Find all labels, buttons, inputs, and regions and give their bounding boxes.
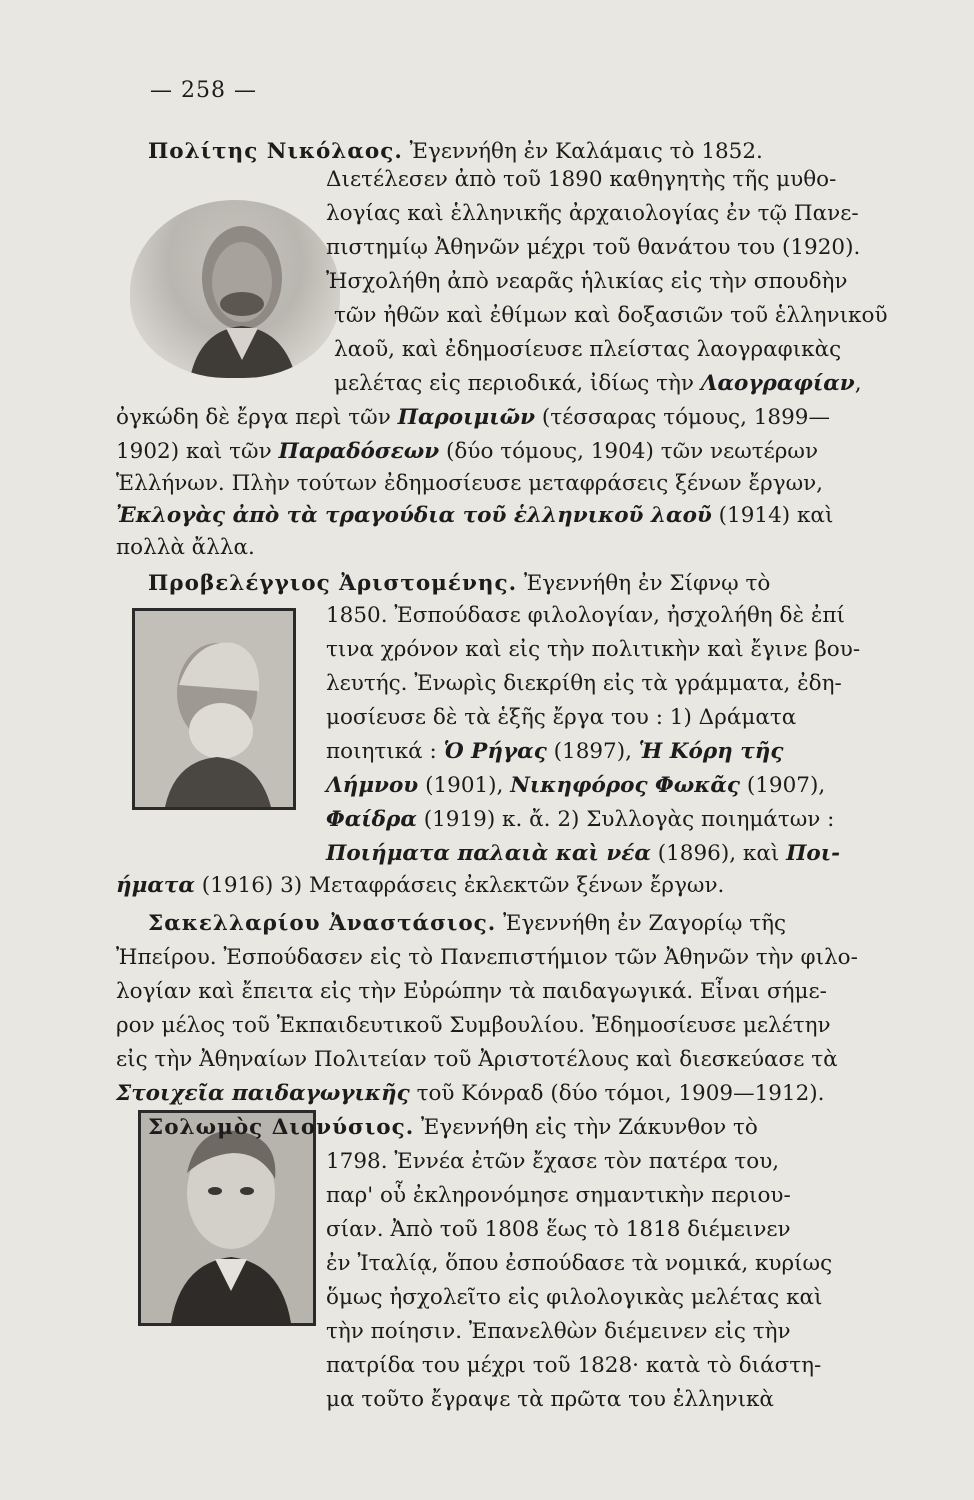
work-title: Ἡ Κόρη τῆς: [638, 739, 784, 764]
text-segment: λογίας καὶ ἑλληνικῆς ἀρχαιολογίας ἐν τῷ Πανε-: [326, 201, 859, 226]
work-title: Νικηφόρος Φωκᾶς: [510, 773, 740, 798]
text-segment: Ἐγεννήθη ἐν Σίφνῳ τὸ: [517, 571, 771, 596]
text-line: [116, 1046, 838, 1074]
text-segment: πιστημίῳ Ἀθηνῶν μέχρι τοῦ θανάτου του (1920).: [326, 235, 861, 260]
portrait-solomos: [138, 1110, 316, 1326]
text-line: [116, 978, 827, 1006]
text-line: [326, 1284, 822, 1312]
text-line: [334, 336, 841, 364]
text-line: [326, 1318, 791, 1346]
work-title: Ἐκλογὰς ἀπὸ τὰ τραγούδια τοῦ ἑλληνικοῦ λαοῦ: [116, 503, 712, 528]
text-line: [326, 840, 840, 868]
text-line: [116, 470, 823, 498]
text-segment: ὅμως ἠσχολεῖτο εἰς φιλολογικὰς μελέτας καὶ: [326, 1285, 823, 1310]
text-segment: ἐν Ἰταλίᾳ, ὅπου ἐσπούδασε τὰ νομικά, κυρίως: [326, 1251, 833, 1276]
text-segment: Ἑλλήνων. Πλὴν τούτων ἐδημοσίευσε μεταφράσεις ξένων ἔργων,: [116, 471, 824, 496]
work-title: Ποιήματα παλαιὰ καὶ νέα: [326, 841, 651, 866]
text-line: [326, 738, 783, 766]
work-title: Ποι-: [786, 841, 841, 866]
text-line: [326, 704, 796, 732]
text-line: [148, 570, 770, 598]
text-line: [326, 268, 848, 296]
text-line: [148, 1114, 758, 1142]
text-line: [116, 944, 858, 972]
text-line: [326, 636, 860, 664]
work-title: Φαίδρα: [326, 807, 417, 832]
text-segment: εἰς τὴν Ἀθηναίων Πολιτείαν τοῦ Ἀριστοτέλους καὶ διεσκεύασε τὰ: [116, 1047, 838, 1072]
text-line: [116, 404, 830, 432]
text-segment: Ἐγεννήθη εἰς τὴν Ζάκυνθον τὸ: [414, 1115, 758, 1140]
text-line: [326, 1182, 791, 1210]
text-segment: ρον μέλος τοῦ Ἐκπαιδευτικοῦ Συμβουλίου. Ἐδημοσίευσε μελέτην: [116, 1013, 831, 1038]
text-line: [326, 772, 825, 800]
text-segment: μοσίευσε δὲ τὰ ἑξῆς ἔργα του : 1) Δράματα: [326, 705, 797, 730]
work-title: Λήμνου: [326, 773, 419, 798]
text-line: [326, 1216, 791, 1244]
work-title: ήματα: [116, 873, 195, 898]
text-segment: Διετέλεσεν ἀπὸ τοῦ 1890 καθηγητὴς τῆς μυθο-: [326, 167, 837, 192]
text-line: [116, 872, 724, 900]
page-number: — 258 —: [150, 78, 257, 103]
text-line: [326, 670, 842, 698]
text-segment: Ἐγεννήθη ἐν Καλάμαις τὸ 1852.: [402, 139, 763, 164]
entry-heading: Σακελλαρίου Ἀναστάσιος.: [148, 911, 497, 936]
entry-heading: Προβελέγγιος Ἀριστομένης.: [148, 571, 518, 596]
text-segment: πολλὰ ἄλλα.: [116, 535, 255, 560]
text-line: [326, 1352, 821, 1380]
text-segment: σίαν. Ἀπὸ τοῦ 1808 ἕως τὸ 1818 διέμεινεν: [326, 1217, 791, 1242]
text-segment: τὴν ποίησιν. Ἐπανελθὼν διέμεινεν εἰς τὴν: [326, 1319, 791, 1344]
work-title: Λαογραφίαν: [700, 371, 855, 396]
work-title: Στοιχεῖα παιδαγωγικῆς: [116, 1081, 410, 1106]
text-line: [334, 370, 862, 398]
text-segment: πατρίδα του μέχρι τοῦ 1828· κατὰ τὸ διάστη-: [326, 1353, 822, 1378]
text-segment: Ἠπείρου. Ἐσπούδασεν εἰς τὸ Πανεπιστήμιον τῶν Ἀθηνῶν τὴν φιλο-: [116, 945, 858, 970]
text-segment: (1901),: [418, 773, 511, 798]
text-line: [326, 234, 860, 262]
entry-heading: Πολίτης Νικόλαος.: [148, 139, 403, 164]
portrait-provelengios: [132, 608, 296, 810]
text-segment: (1914) καὶ: [711, 503, 834, 528]
text-segment: (1916) 3) Μεταφράσεις ἐκλεκτῶν ξένων ἔργων.: [194, 873, 725, 898]
text-segment: λογίαν καὶ ἔπειτα εἰς τὴν Εὐρώπην τὰ παιδαγωγικά. Εἶναι σήμε-: [116, 979, 827, 1004]
text-line: [326, 1386, 774, 1414]
text-segment: παρ' οὗ ἐκληρονόμησε σημαντικὴν περιου-: [326, 1183, 791, 1208]
portrait-solomos-illustration: [141, 1113, 313, 1323]
text-segment: 1902) καὶ τῶν: [116, 439, 279, 464]
text-segment: (τέσσαρας τόμους, 1899—: [535, 405, 830, 430]
portrait-provelengios-illustration: [135, 611, 293, 807]
text-segment: Ἠσχολήθη ἀπὸ νεαρᾶς ἡλικίας εἰς τὴν σπουδὴν: [326, 269, 848, 294]
text-line: [326, 1148, 779, 1176]
text-line: [116, 1012, 831, 1040]
text-line: [116, 502, 833, 530]
work-title: Παροιμιῶν: [397, 405, 536, 430]
text-segment: μελέτας εἰς περιοδικά, ἰδίως τὴν: [334, 371, 701, 396]
portrait-polites: [130, 200, 340, 378]
text-segment: ποιητικά :: [326, 739, 444, 764]
text-line: [148, 910, 786, 938]
text-segment: τῶν ἠθῶν καὶ ἐθίμων καὶ δοξασιῶν τοῦ ἑλληνικοῦ: [334, 303, 888, 328]
text-line: [326, 806, 834, 834]
work-title: Ὁ Ρήγας: [443, 739, 547, 764]
text-line: [326, 166, 836, 194]
text-line: [148, 138, 763, 166]
text-line: [116, 438, 818, 466]
text-segment: (1907),: [740, 773, 826, 798]
work-title: Παραδόσεων: [278, 439, 440, 464]
text-segment: ,: [854, 371, 862, 396]
text-segment: (1896), καὶ: [650, 841, 787, 866]
text-segment: ὀγκώδη δὲ ἔργα περὶ τῶν: [116, 405, 398, 430]
text-segment: τινα χρόνον καὶ εἰς τὴν πολιτικὴν καὶ ἔγινε βου-: [326, 637, 861, 662]
text-segment: μα τοῦτο ἔγραψε τὰ πρῶτα του ἑλληνικὰ: [326, 1387, 774, 1412]
text-line: [116, 534, 255, 562]
text-segment: λαοῦ, καὶ ἐδημοσίευσε πλείστας λαογραφικὰς: [334, 337, 842, 362]
text-line: [334, 302, 888, 330]
text-line: [326, 1250, 832, 1278]
text-segment: Ἐγεννήθη ἐν Ζαγορίῳ τῆς: [496, 911, 787, 936]
text-line: [326, 200, 859, 228]
text-line: [326, 602, 845, 630]
text-segment: 1850. Ἐσπούδασε φιλολογίαν, ἠσχολήθη δὲ ἐπί: [326, 603, 845, 628]
text-segment: 1798. Ἐννέα ἐτῶν ἔχασε τὸν πατέρα του,: [326, 1149, 780, 1174]
text-segment: λευτής. Ἐνωρὶς διεκρίθη εἰς τὰ γράμματα, ἐδη-: [326, 671, 842, 696]
entry-heading: Σολωμὸς Διονύσιος.: [148, 1115, 415, 1140]
text-segment: (δύο τόμους, 1904) τῶν νεωτέρων: [439, 439, 819, 464]
text-segment: τοῦ Κόνραδ (δύο τόμοι, 1909—1912).: [409, 1081, 825, 1106]
portrait-polites-illustration: [130, 200, 340, 378]
text-line: [116, 1080, 825, 1108]
text-segment: (1897),: [546, 739, 639, 764]
text-segment: (1919) κ. ἄ. 2) Συλλογὰς ποιημάτων :: [416, 807, 835, 832]
